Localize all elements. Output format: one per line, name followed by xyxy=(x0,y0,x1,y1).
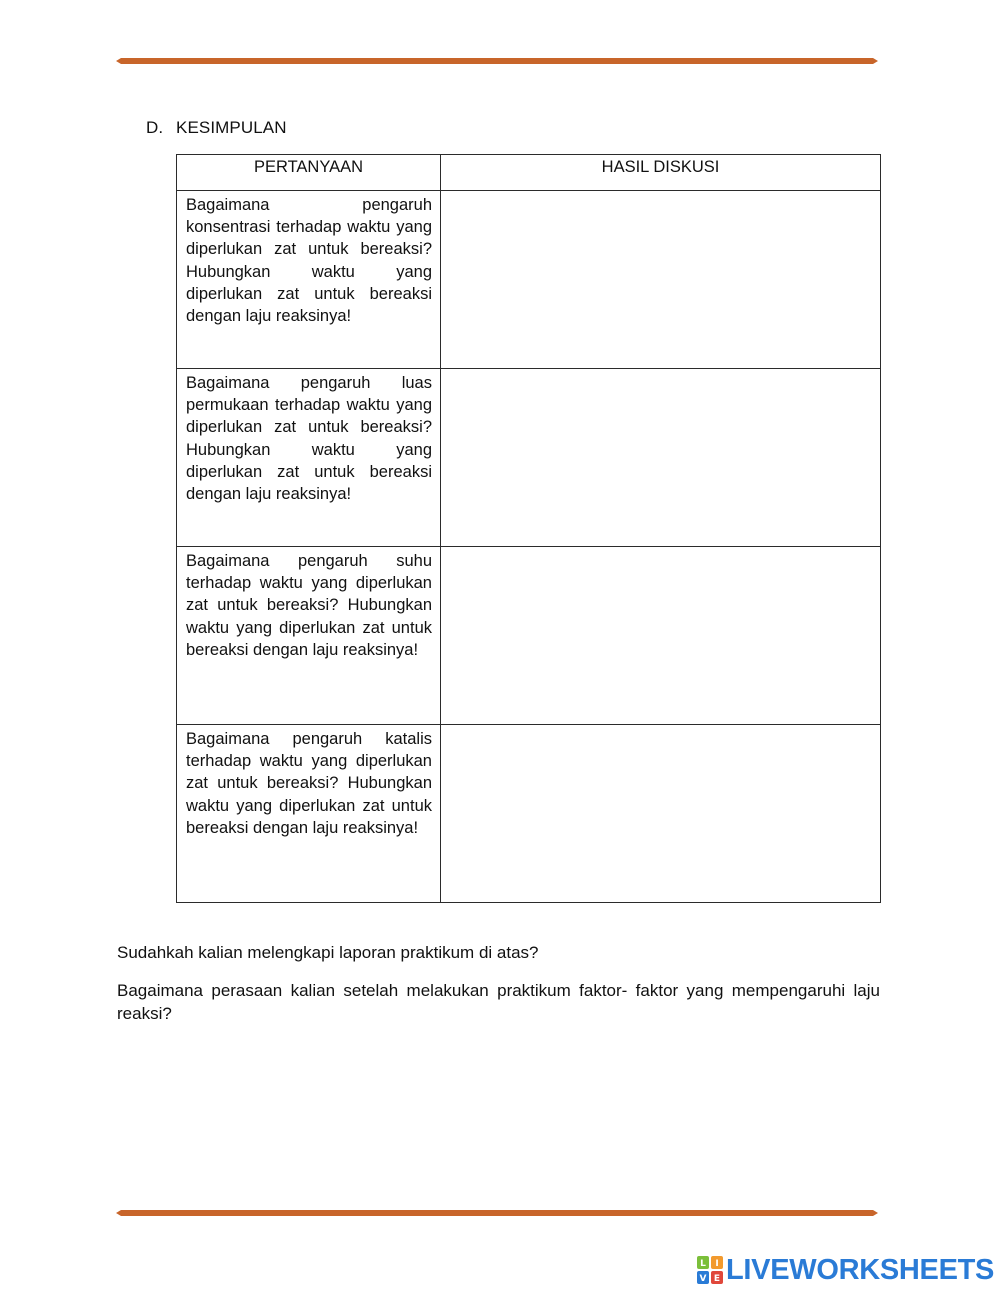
section-heading xyxy=(146,118,287,138)
reflection-question-2: Bagaimana perasaan kalian setelah melakukan praktikum faktor- faktor yang mempengaruhi laju reaksi? xyxy=(117,981,880,1023)
table-row xyxy=(177,547,881,725)
answer-cell[interactable] xyxy=(441,547,881,725)
question-cell: Bagaimana pengaruh katalis terhadap waktu yang diperlukan zat untuk bereaksi? Hubungkan waktu yang diperlukan zat untuk bereaksi dengan laju reaksinya! xyxy=(177,725,441,903)
question-cell: Bagaimana pengaruh luas permukaan terhadap waktu yang diperlukan zat untuk bereaksi? Hubungkan waktu yang diperlukan zat untuk bereaksi dengan laju reaksinya! xyxy=(177,369,441,547)
table-row xyxy=(177,725,881,903)
logo-mark-letter: V xyxy=(699,1274,707,1284)
answer-cell[interactable] xyxy=(441,191,881,369)
table-header-row xyxy=(177,155,881,191)
logo-mark-letter: E xyxy=(713,1274,721,1284)
header-discussion-result: HASIL DISKUSI xyxy=(441,155,881,191)
question-cell: Bagaimana pengaruh suhu terhadap waktu yang diperlukan zat untuk bereaksi? Hubungkan waktu yang diperlukan zat untuk bereaksi dengan laju reaksinya! xyxy=(177,547,441,725)
conclusion-table xyxy=(176,154,881,903)
answer-cell[interactable] xyxy=(441,369,881,547)
reflection-question-1: Sudahkah kalian melengkapi laporan praktikum di atas? xyxy=(117,943,539,962)
liveworksheets-logo[interactable] xyxy=(697,1253,994,1287)
table-row xyxy=(177,191,881,369)
table-row xyxy=(177,369,881,547)
logo-mark-letter: L xyxy=(700,1259,706,1269)
top-divider xyxy=(116,58,878,64)
header-question: PERTANYAAN xyxy=(177,155,441,191)
bottom-divider xyxy=(116,1210,878,1216)
section-letter: D. xyxy=(146,118,164,137)
liveworksheets-logo-icon xyxy=(697,1256,723,1284)
section-title: KESIMPULAN xyxy=(176,118,287,137)
logo-mark-letter: I xyxy=(715,1259,719,1269)
answer-cell[interactable] xyxy=(441,725,881,903)
logo-text: LIVEWORKSHEETS xyxy=(726,1253,995,1286)
question-cell: Bagaimana pengaruh konsentrasi terhadap waktu yang diperlukan zat untuk bereaksi? Hubungkan waktu yang diperlukan zat untuk bereaksi dengan laju reaksinya! xyxy=(177,191,441,369)
